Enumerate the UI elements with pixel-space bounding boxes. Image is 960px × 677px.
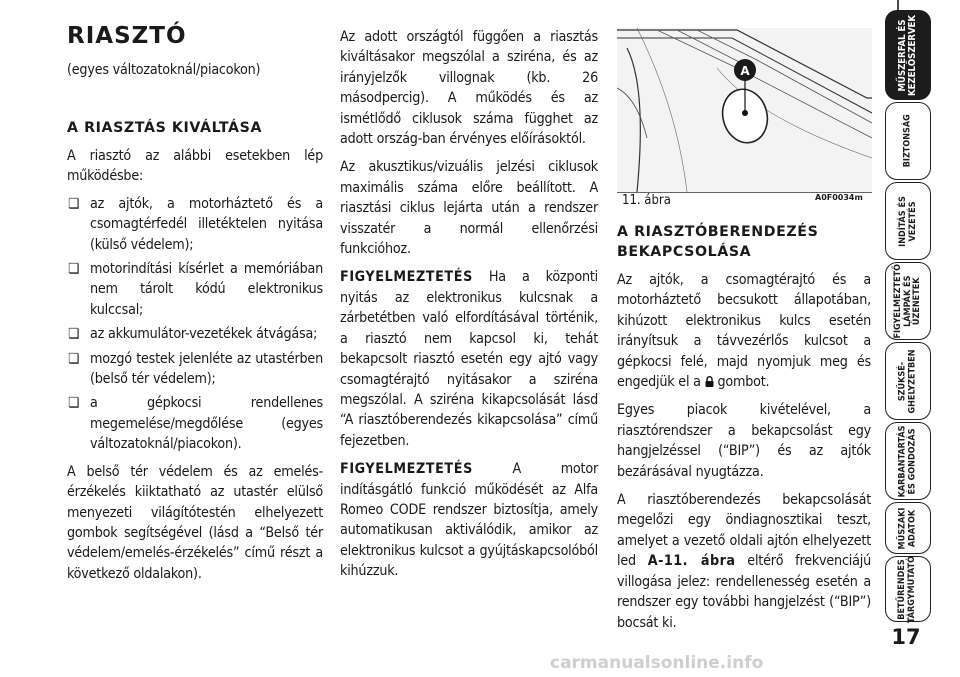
- closing-paragraph: A belső tér védelem és az emelés-érzékelés kiiktatható az utastér elülső menyezeti világítótestén elhelyezett gombok segítségével (lásd a “Belső tér védelem/emelés-érzékelés” című részt a következő oldalakon).: [67, 463, 323, 582]
- text: eltérő frekvenciájú villogása jelez: rendellenesség esetén a rendszer egy további hangjelzést (“BIP”) bocsát ki.: [617, 553, 871, 631]
- door-illustration: [617, 28, 872, 192]
- watermark-footer: carmanualsonline.info: [550, 653, 764, 673]
- tab-dashboard-controls[interactable]: [885, 10, 931, 100]
- page-number: 17: [891, 625, 921, 649]
- figure-door-led: [617, 28, 872, 193]
- paragraph: [617, 270, 871, 392]
- right-column: [617, 222, 871, 641]
- tab-technical-data[interactable]: [885, 502, 931, 554]
- tab-label: INDÍTÁS ÉS VEZETÉS: [897, 195, 917, 247]
- figure-caption: 11. ábra: [622, 193, 671, 208]
- tab-label: MŰSZERFAL ÉS KEZELŐSZERVEK: [897, 14, 919, 96]
- heading-line: A RIASZTÓBERENDEZÉS: [617, 224, 819, 240]
- tab-warning-lights[interactable]: [885, 262, 931, 340]
- tab-label: BIZTONSÁG: [902, 114, 913, 168]
- text: A riasztóberendezés bekapcsolását megelőzi egy öndiagnosztikai teszt, amelyet a vezető oldali ajtón elhelyezett led: [617, 492, 871, 570]
- tab-safety[interactable]: [885, 102, 931, 180]
- list-item: ❏ mozgó testek jelenléte az utastérben (belső tér védelem);: [67, 349, 323, 390]
- tab-label: MŰSZAKI ADATOK: [897, 507, 917, 549]
- warning-label: FIGYELMEZTETÉS: [340, 461, 473, 478]
- lock-icon: [705, 376, 714, 387]
- warning-paragraph: [340, 267, 598, 451]
- list-item: ❏ motorindítási kísérlet a memóriában nem tárolt kódú elektronikus kulccsal;: [67, 259, 323, 320]
- paragraph: Az adott országtól függően a riasztás kiváltásakor megszólal a sziréna, és az irányjelzők villognak (kb. 26 másodpercig). A működés és az ismétlődő ciklusok száma függhet az adott ország-ban érvényes előírásoktól.: [340, 29, 598, 148]
- section-heading-activation: [617, 222, 871, 262]
- middle-column: [340, 27, 598, 590]
- warning-text: A motor indításgátló funkció működését az Alfa Romeo CODE rendszer biztosítja, amely automatikusan aktiválódik, amikor az elektronikus kulcsot a gyújtáskapcsolóból kihúzzuk.: [340, 461, 598, 580]
- heading-line: BEKAPCSOLÁSA: [617, 244, 752, 260]
- warning-label: FIGYELMEZTETÉS: [340, 269, 473, 286]
- tab-label: KARBANTARTÁS ÉS GONDOZÁS: [897, 425, 917, 497]
- tab-maintenance[interactable]: [885, 422, 931, 500]
- figure-code: A0F0034m: [815, 193, 863, 202]
- tab-emergency[interactable]: [885, 342, 931, 420]
- paragraph: Egyes piacok kivételével, a riasztórendszer a bekapcsolást egy hangjelzéssel (“BIP”) és az ajtók bezárásával nyugtázza.: [617, 402, 871, 480]
- tab-label: FIGYELMEZTETŐ LÁMPÁK ÉS ÜZENETEK: [892, 263, 922, 339]
- svg-text:A: A: [740, 64, 750, 78]
- warning-paragraph: [340, 459, 598, 581]
- text: Az ajtók, a csomagtérajtó és a motorháztető becsukott állapotában, kihúzott elektronikus kulcs esetén irányítsuk a távvezérlős kulcsot a gépkocsi felé, majd nyomjuk meg és engedjük el a: [617, 272, 871, 391]
- paragraph: [617, 490, 871, 633]
- warning-text: Ha a központi nyitás az elektronikus kulcsnak a zárbetétben való elfordításával történik, a riasztó nem kapcsol ki, tehát bekapcsolt riasztó esetén egy ajtó vagy csomagtérajtó nyitásakor a sziréna megszólal. A sziréna kikapcsolását lásd “A riasztóberendezés kikapcsolása” című fejezetben.: [340, 269, 598, 449]
- trigger-list: [67, 194, 323, 455]
- chapter-sidebar: [880, 0, 960, 677]
- tab-label: SZÜKSÉ- GHELYZETBEN: [897, 349, 918, 413]
- tab-starting-driving[interactable]: [885, 182, 931, 260]
- text: gombot.: [717, 374, 770, 391]
- paragraph: Az akusztikus/vizuális jelzési ciklusok maximális száma előre beállított. A riasztási ciklus lejárta után a rendszer visszatér a normál ellenőrzési funkcióhoz.: [340, 159, 598, 258]
- intro-text: A riasztó az alábbi esetekben lép működésbe:: [67, 148, 323, 185]
- tab-index[interactable]: [885, 556, 931, 622]
- page-title: RIASZTÓ: [67, 23, 187, 49]
- list-item: ❏ az akkumulátor-vezetékek átvágása;: [67, 324, 323, 344]
- list-item: ❏ a gépkocsi rendellenes megemelése/megdőlése (egyes változatoknál/piacokon).: [67, 393, 323, 454]
- figure-reference: A-11. ábra: [647, 553, 736, 570]
- page-subtitle: (egyes változatoknál/piacokon): [67, 62, 261, 78]
- list-item: ❏ az ajtók, a motorháztető és a csomagtérfedél illetéktelen nyitása (külső védelem);: [67, 194, 323, 255]
- section-heading-alarm-trigger: A RIASZTÁS KIVÁLTÁSA: [67, 120, 263, 136]
- tab-label: BETŰRENDES TÁRGYMUTATÓ: [897, 555, 918, 623]
